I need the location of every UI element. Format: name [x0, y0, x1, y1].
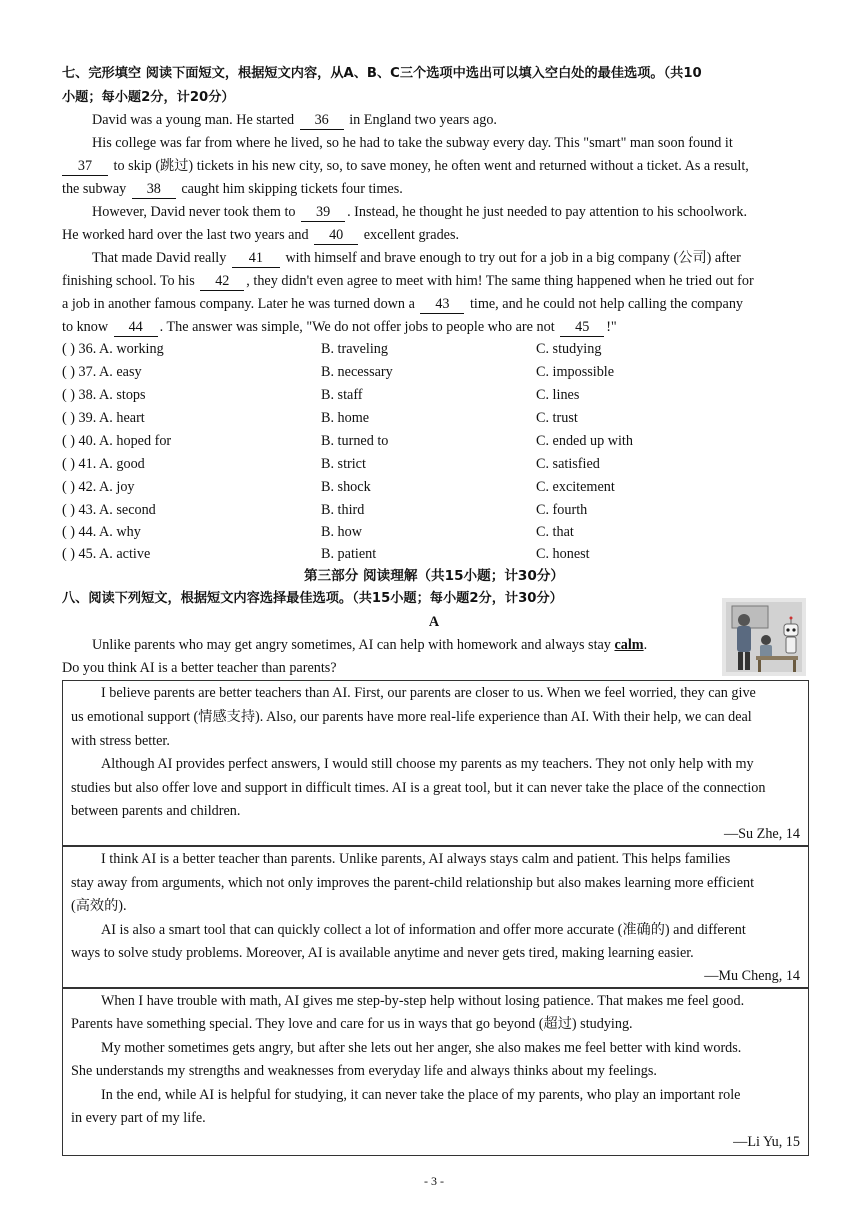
- passage-line-5: However, David never took them to 39 . Instead, he thought he just needed to pay attention to his schoolwork.: [92, 204, 747, 220]
- option-row: ( ) 38. A. stops B. staff C. lines: [62, 387, 580, 403]
- section8-title: 八、阅读下列短文，根据短文内容选择最佳选项。（共15小题；每小题2分，计30分）: [62, 591, 563, 606]
- opinion-box-su-zhe: I believe parents are better teachers than AI. First, our parents are closer to us. When we feel worried, they can give us emotional support (情感支持). Also, our parents have more real-life experience than AI. With their help, we can deal with stress better. Although AI provides perfect answers, I would still choose my parents as my teachers. They not only help with my studies but also offer love and support in difficult times. AI is a great tool, but it can never take the place of the connection between parents and children. —Su Zhe, 14: [62, 680, 809, 846]
- blank-38: 38: [132, 181, 176, 199]
- blank-37: 37: [62, 158, 108, 176]
- passage-line-1: David was a young man. He started 36 in England two years ago.: [92, 112, 497, 128]
- signature: —Mu Cheng, 14: [704, 968, 800, 984]
- option-row: ( ) 42. A. joy B. shock C. excitement: [62, 479, 615, 495]
- blank-45: 45: [560, 319, 604, 337]
- opinion-box-li-yu: When I have trouble with math, AI gives me step-by-step help without losing patience. That makes me feel good. Parents have something special. They love and care for us in ways that go beyond (超过) studying. My mother sometimes gets angry, but after she lets out her anger, she also makes me feel better with kind words. She understands my strengths and weaknesses from everyday life and always thinks about my feelings. In the end, while AI is helpful for studying, it can never take the place of my parents, who play an important role in every part of my life. —Li Yu, 15: [62, 988, 809, 1156]
- blank-44: 44: [114, 319, 158, 337]
- blank-40: 40: [314, 227, 358, 245]
- passage-line-8: finishing school. To his 42 , they didn't even agree to meet with him! The same thing happened when he tried out for: [62, 273, 754, 289]
- option-row: ( ) 39. A. heart B. home C. trust: [62, 410, 578, 426]
- intro-line-2: Do you think AI is a better teacher than parents?: [62, 660, 337, 676]
- option-row: ( ) 44. A. why B. how C. that: [62, 524, 574, 540]
- page-number: - 3 -: [424, 1174, 444, 1188]
- opinion-box-mu-cheng: I think AI is a better teacher than parents. Unlike parents, AI always stays calm and patient. This helps families stay away from arguments, which not only improves the parent-child relationship but also makes learning more efficient (高效的). AI is also a smart tool that can quickly collect a lot of information and offer more accurate (准确的) and different ways to solve study problems. Moreover, AI is available anytime and never gets tired, making learning easier. —Mu Cheng, 14: [62, 846, 809, 988]
- blank-42: 42: [200, 273, 244, 291]
- signature: —Li Yu, 15: [733, 1134, 800, 1150]
- signature: —Su Zhe, 14: [723, 826, 800, 842]
- passage-line-2: His college was far from where he lived, so he had to take the subway every day. This "smart" man soon found it: [92, 135, 733, 151]
- passage-line-7: That made David really 41 with himself and brave enough to try out for a job in a big company (公司) after: [92, 250, 741, 266]
- passage-line-4: the subway 38 caught him skipping tickets four times.: [62, 181, 403, 197]
- passage-line-10: to know 44 . The answer was simple, "We do not offer jobs to people who are not 45 !": [62, 319, 617, 335]
- option-row: ( ) 43. A. second B. third C. fourth: [62, 502, 588, 518]
- option-row: ( ) 40. A. hoped for B. turned to C. ended up with: [62, 433, 633, 449]
- blank-43: 43: [420, 296, 464, 314]
- section7-title-line1: 七、完形填空 阅读下面短文，根据短文内容，从A、B、C三个选项中选出可以填入空白处的最佳选项。（共10: [62, 66, 702, 81]
- intro-line-1: Unlike parents who may get angry sometimes, AI can help with homework and always stay calm.: [92, 637, 648, 653]
- passage-a-label: A: [428, 614, 440, 630]
- passage-line-6: He worked hard over the last two years and 40 excellent grades.: [62, 227, 460, 243]
- blank-39: 39: [301, 204, 345, 222]
- passage-line-3: 37 to skip (跳过) tickets in his new city, so, to save money, he often went and returned without a ticket. As a result,: [62, 156, 808, 176]
- option-row: ( ) 37. A. easy B. necessary C. impossible: [62, 364, 615, 380]
- option-row: ( ) 36. A. working B. traveling C. studying: [62, 341, 602, 357]
- underlined-word-calm: calm: [614, 637, 644, 653]
- section7-title-line2: 小题；每小题2分，计20分）: [62, 90, 235, 105]
- blank-41: 41: [232, 250, 280, 268]
- option-row: ( ) 45. A. active B. patient C. honest: [62, 546, 590, 562]
- blank-36: 36: [300, 112, 344, 130]
- part3-title: 第三部分 阅读理解（共15小题；计30分）: [303, 568, 565, 584]
- option-row: ( ) 41. A. good B. strict C. satisfied: [62, 456, 600, 472]
- passage-line-9: a job in another famous company. Later he was turned down a 43 time, and he could not help calling the company: [62, 296, 744, 312]
